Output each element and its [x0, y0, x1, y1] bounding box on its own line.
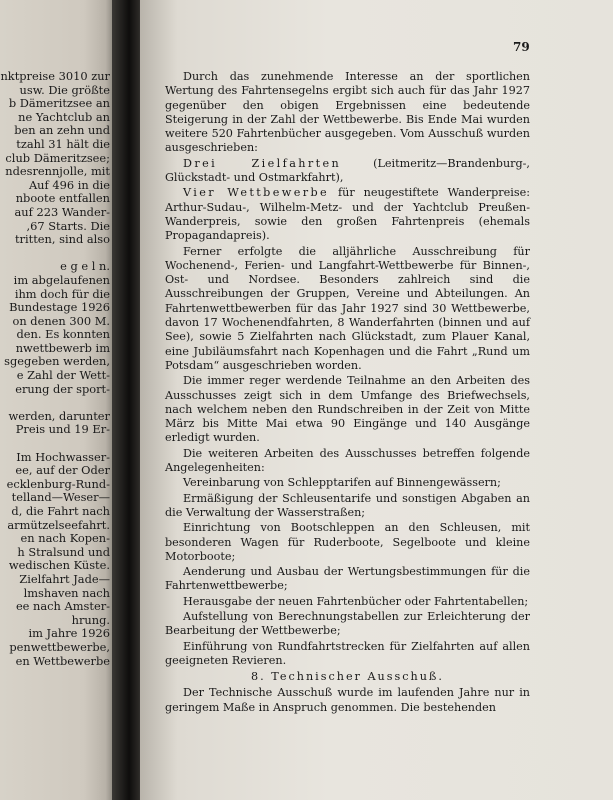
- left-page: [0, 0, 120, 800]
- left-page-line: d, die Fahrt nach: [11, 504, 110, 518]
- page-number: 79: [513, 40, 530, 54]
- left-page-line: [0, 396, 110, 410]
- left-page-line: ne Yachtclub an: [18, 109, 110, 124]
- left-page-line: on denen 300 M.: [12, 313, 110, 328]
- left-page-line: nboote entfallen: [15, 191, 110, 206]
- left-page-line: ecklenburg-Rund-: [6, 476, 110, 491]
- paragraph: Die weiteren Arbeiten des Ausschusses betreffen folgende Angelegenheiten:: [165, 446, 530, 475]
- left-page-line: im abgelaufenen: [13, 272, 110, 287]
- left-page-line: Preis und 19 Er-: [15, 422, 110, 437]
- left-page-line: auf 223 Wander-: [14, 204, 110, 219]
- left-page-line: club Dämeritzsee;: [5, 150, 110, 165]
- list-item: Einführung von Rundfahrtstrecken für Zielfahrten auf allen geeigneten Revieren.: [165, 639, 530, 667]
- left-page-line: im Jahre 1926: [28, 626, 110, 641]
- left-page-line: erung der sport-: [15, 381, 110, 396]
- list-item: Einrichtung von Bootschleppen an den Schleusen, mit besonderen Wagen für Ruderboote, Segelboote und kleine Motorboote;: [165, 521, 530, 563]
- list-item: Aenderung und Ausbau der Wertungsbestimmungen für die Fahrtenwettbewerbe;: [165, 565, 530, 593]
- left-page-line: en Wettbewerbe: [15, 653, 110, 668]
- left-page-line: [0, 247, 110, 261]
- left-page-line: Im Hochwasser-: [16, 449, 110, 464]
- paragraph: Der Technische Ausschuß wurde im laufenden Jahre nur in geringem Maße in Anspruch genommen. Die bestehenden: [165, 686, 530, 714]
- left-page-line: tritten, sind also: [14, 232, 110, 247]
- left-page-line: lmshaven nach: [23, 585, 110, 600]
- left-page-line: ,67 Starts. Die: [26, 218, 110, 233]
- section-heading: 8. Technischer Ausschuß.: [251, 670, 444, 684]
- spaced-emphasis: Vier Wettbewerbe: [183, 186, 330, 200]
- list-item: Aufstellung von Berechnungstabellen zur Erleichterung der Bearbeitung der Wettbewerbe;: [165, 609, 530, 638]
- left-page-line: h Stralsund und: [17, 544, 110, 559]
- left-page-line: sgegeben werden,: [4, 354, 110, 369]
- left-page-line: ee nach Amster-: [15, 599, 110, 614]
- list-item: Herausgabe der neuen Fahrtenbücher oder Fahrtentabellen;: [183, 594, 529, 608]
- list-item: Ermäßigung der Schleusentarife und sonstigen Abgaben an die Verwaltung der Wasserstraßen;: [165, 491, 530, 519]
- left-page-text: [0, 70, 110, 668]
- paragraph: Die immer reger werdende Teilnahme an den Arbeiten des Ausschusses zeigt sich in dem Umfange des Briefwechsels, nach welchem neben den Rundschreiben in der Zeit von Mitte März bis Mitte Mai etwa 90 Eingänge und 140 Ausgänge erledigt wurden.: [165, 374, 530, 445]
- left-page-line: en nach Kopen-: [20, 531, 110, 546]
- left-page-line: ihm doch für die: [14, 286, 110, 301]
- left-page-line: nktpreise 3010 zur: [0, 69, 110, 83]
- paragraph: [165, 186, 530, 243]
- paragraph: Ferner erfolgte die alljährliche Ausschreibung für Wochenend-, Ferien- und Langfahrt-Wettbewerbe für Binnen-, Ost- und Nordsee. Besonders zahlreich sind die Ausschreibungen der Gruppen, Vereine und Abteilungen. An Fahrtenwettbewerben für das Jahr 1927 sind 30 Wettbewerbe, davon 17 Wochenendfahrten, 8 Wanderfahrten (binnen und auf See), sowie 5 Zielfahrten nach Glückstadt, zum Plauer Kanal, eine Jubiläumsfahrt nach Kopenhagen und die Fahrt „Rund um Potsdam“ ausgeschrieben worden.: [165, 244, 530, 372]
- left-page-line: ee, auf der Oder: [15, 463, 110, 478]
- list-item: Vereinbarung von Schlepptarifen auf Binnengewässern;: [183, 476, 501, 490]
- left-page-line: b Dämeritzsee an: [8, 96, 110, 111]
- left-page-line: Zielfahrt Jade—: [19, 571, 110, 586]
- left-page-line: tzahl 31 hält die: [16, 136, 110, 151]
- left-page-line: usw. Die größte: [19, 82, 110, 97]
- left-page-line: telland—Weser—: [11, 490, 110, 505]
- paragraph: [165, 157, 530, 186]
- left-page-line: e Zahl der Wett-: [16, 368, 110, 383]
- left-page-line: armützelseefahrt.: [7, 517, 110, 532]
- paragraph-text: (Leitmeritz—Brandenburg-, Glückstadt- und Ostmarkfahrt),: [165, 156, 530, 185]
- left-page-line: ndesrennjolle, mit: [5, 164, 110, 179]
- paragraph: Durch das zunehmende Interesse an der sportlichen Wertung des Fahrtensegelns ergibt sich auch für das Jahr 1927 gegenüber den obigen Ergebnissen eine bedeutende Steigerung in der Zahl der Wettbewerbe. Bis Ende Mai wurden weitere 520 Fahrtenbücher ausgegeben. Vom Ausschuß wurden ausgeschrieben:: [165, 70, 530, 155]
- left-page-line: ben an zehn und: [14, 123, 110, 138]
- left-page-line: Bundestage 1926: [9, 300, 110, 315]
- left-page-line: [0, 437, 110, 451]
- left-page-line: Auf 496 in die: [28, 177, 110, 192]
- left-page-line: e g e l n.: [60, 259, 110, 274]
- body-text: [165, 70, 530, 715]
- left-page-line: nwettbewerb im: [15, 340, 110, 355]
- left-page-line: wedischen Küste.: [8, 558, 110, 573]
- paragraph-text: für neugestiftete Wanderpreise: Arthur-Sudau-, Wilhelm-Metz- und der Yachtclub Preußen-Wanderpreis, sowie den großen Fahrtenpreis (ehemals Propagandapreis).: [165, 186, 530, 243]
- left-page-line: penwettbewerbe,: [9, 639, 110, 654]
- spaced-emphasis: Drei Zielfahrten: [183, 156, 342, 170]
- left-page-line: den. Es konnten: [16, 327, 110, 342]
- left-page-line: hrung.: [71, 612, 110, 627]
- left-page-line: werden, darunter: [8, 408, 110, 423]
